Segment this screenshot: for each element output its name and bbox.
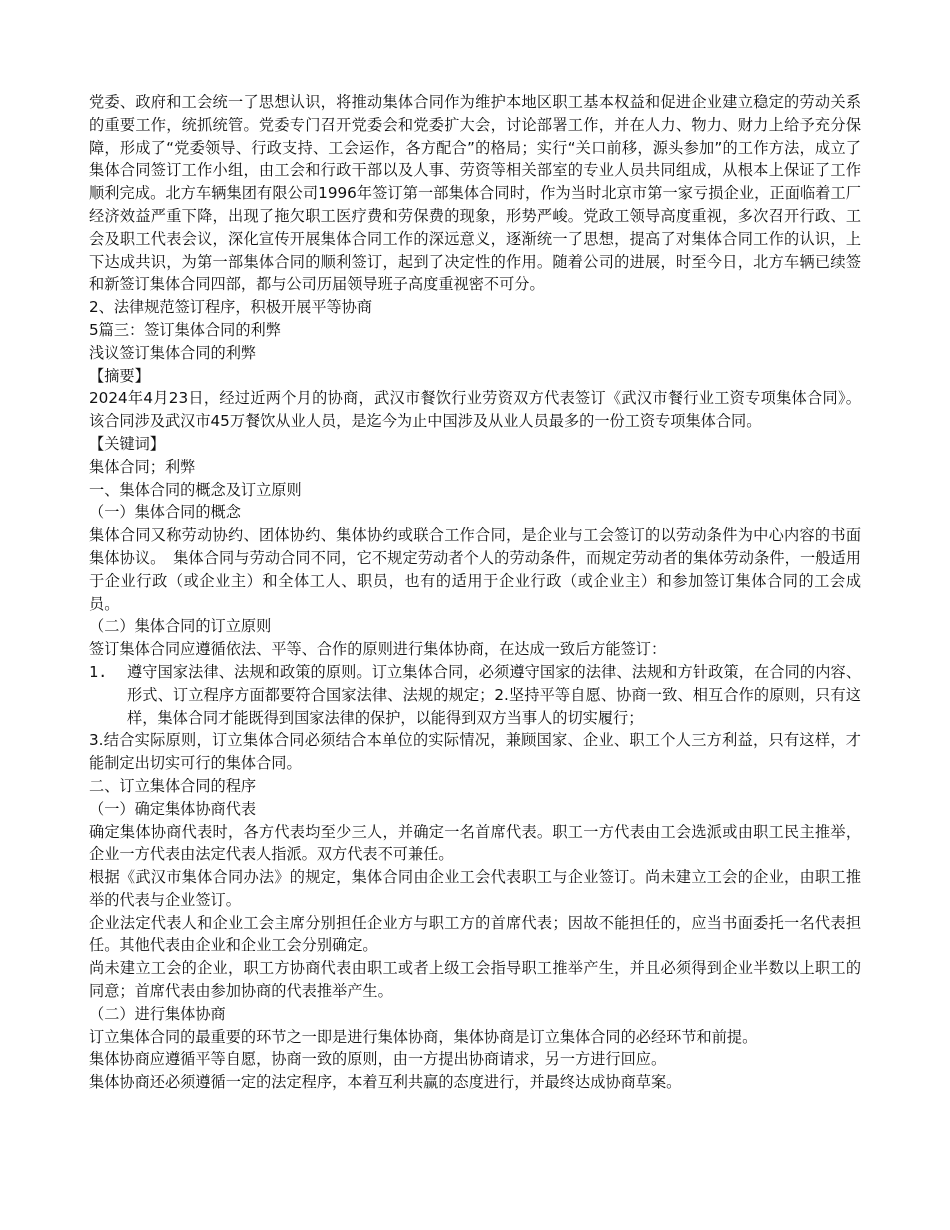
section-heading-concept: 一、集体合同的概念及订立原则 (89, 480, 302, 499)
paragraph-party-committee: 党委、政府和工会统一了思想认识，将推动集体合同作为维护本地区职工基本权益和促进企业建立稳定的劳动关系的重要工作，统抓统管。党委专门召开党委会和党委扩大会，讨论部署工作，并在人力、物力、财力上给予充分保障，形成了“党委领导、行政支持、工会运作，各方配合”的格局；实行“关口前移，源头参加”的工作方法，成立了集体合同签订工作小组，由工会和行政干部以及人事、劳资等相关部室的专业人员共同组成，从根本上保证了工作顺利完成。北方车辆集团有限公司1996年签订第一部集体合同时，作为当时北京市第一家亏损企业，正面临着工厂经济效益严重下降，出现了拖欠职工医疗费和劳保费的现象，形势严峻。党政工领导高度重视，多次召开行政、工会及职工代表会议，深化宣传开展集体合同工作的深远意义，逐渐统一了思想，提高了对集体合同工作的认识，上下达成共识，为第一部集体合同的顺利签订，起到了决定性的作用。随着公司的进展，时至今日，北方车辆已续签和新签订集体合同四部，都与公司历届领导班子高度重视密不可分。 (89, 93, 861, 294)
abstract-text: 2024年4月23日，经过近两个月的协商，武汉市餐饮行业劳资双方代表签订《武汉市餐行业工资专项集体合同》。该合同涉及武汉市45万餐饮从业人员，是迄今为止中国涉及从业人员最多的一份工资专项集体合同。 (89, 389, 861, 431)
keywords-text: 集体合同；利弊 (89, 457, 196, 476)
paragraph-principles-intro: 签订集体合同应遵循依法、平等、合作的原则进行集体协商，在达成一致后方能签订： (89, 640, 667, 659)
subsection-heading-principles: （二）集体合同的订立原则 (89, 617, 272, 636)
paragraph-concept: 集体合同又称劳动协约、团体协约、集体协约或联合工作合同，是企业与工会签订的以劳动条件为中心内容的书面集体协议。 集体合同与劳动合同不同，它不规定劳动者个人的劳动条件，而规定劳动者的集体劳动条件，一般适用于企业行政（或企业主）和全体工人、职员，也有的适用于企业行政（或企业主）和参加签订集体合同的工会成员。 (89, 526, 861, 613)
subsection-heading-negotiation: （二）进行集体协商 (89, 1004, 226, 1023)
article-title: 浅议签订集体合同的利弊 (89, 343, 257, 362)
abstract-heading: 【摘要】 (89, 366, 150, 385)
paragraph-no-union: 尚未建立工会的企业，职工方协商代表由职工或者上级工会指导职工推举产生，并且必须得到企业半数以上职工的同意；首席代表由参加协商的代表推举产生。 (89, 959, 861, 1001)
paragraph-principle-3: 3.结合实际原则，订立集体合同必须结合本单位的实际情况，兼顾国家、企业、职工个人三方利益，只有这样，才能制定出切实可行的集体合同。 (89, 731, 861, 773)
document-body (89, 91, 861, 1094)
paragraph-representatives: 确定集体协商代表时，各方代表均至少三人，并确定一名首席代表。职工一方代表由工会选派或由职工民主推举，企业一方代表由法定代表人指派。双方代表不可兼任。 (89, 822, 861, 864)
paragraph-negotiation-principle: 集体协商应遵循平等自愿，协商一致的原则，由一方提出协商请求，另一方进行回应。 (89, 1050, 667, 1069)
section-heading-legal-procedure: 2、法律规范签订程序，积极开展平等协商 (89, 298, 373, 317)
list-item-number: 1. (89, 662, 108, 681)
article-label: 5篇三：签订集体合同的利弊 (89, 320, 281, 339)
subsection-heading-concept: （一）集体合同的概念 (89, 503, 241, 522)
paragraph-negotiation-key: 订立集体合同的最重要的环节之一即是进行集体协商，集体协商是订立集体合同的必经环节和前提。 (89, 1027, 758, 1046)
keywords-heading: 【关键词】 (89, 434, 165, 453)
paragraph-negotiation-procedure: 集体协商还必须遵循一定的法定程序，本着互利共赢的态度进行，并最终达成协商草案。 (89, 1073, 682, 1092)
section-heading-procedure: 二、订立集体合同的程序 (89, 776, 257, 795)
paragraph-chief-representatives: 企业法定代表人和企业工会主席分别担任企业方与职工方的首席代表；因故不能担任的，应当书面委托一名代表担任。其他代表由企业和企业工会分别确定。 (89, 913, 861, 955)
list-item-text: 遵守国家法律、法规和政策的原则。订立集体合同，必须遵守国家的法律、法规和方针政策，在合同的内容、形式、订立程序方面都要符合国家法律、法规的规定；2.坚持平等自愿、协商一致、相互合作的原则，只有这样，集体合同才能既得到国家法律的保护，以能得到双方当事人的切实履行； (127, 662, 861, 727)
subsection-heading-representatives: （一）确定集体协商代表 (89, 799, 257, 818)
paragraph-wuhan-rules: 根据《武汉市集体合同办法》的规定，集体合同由企业工会代表职工与企业签订。尚未建立工会的企业，由职工推举的代表与企业签订。 (89, 868, 861, 909)
list-item-principle-1 (89, 661, 861, 729)
